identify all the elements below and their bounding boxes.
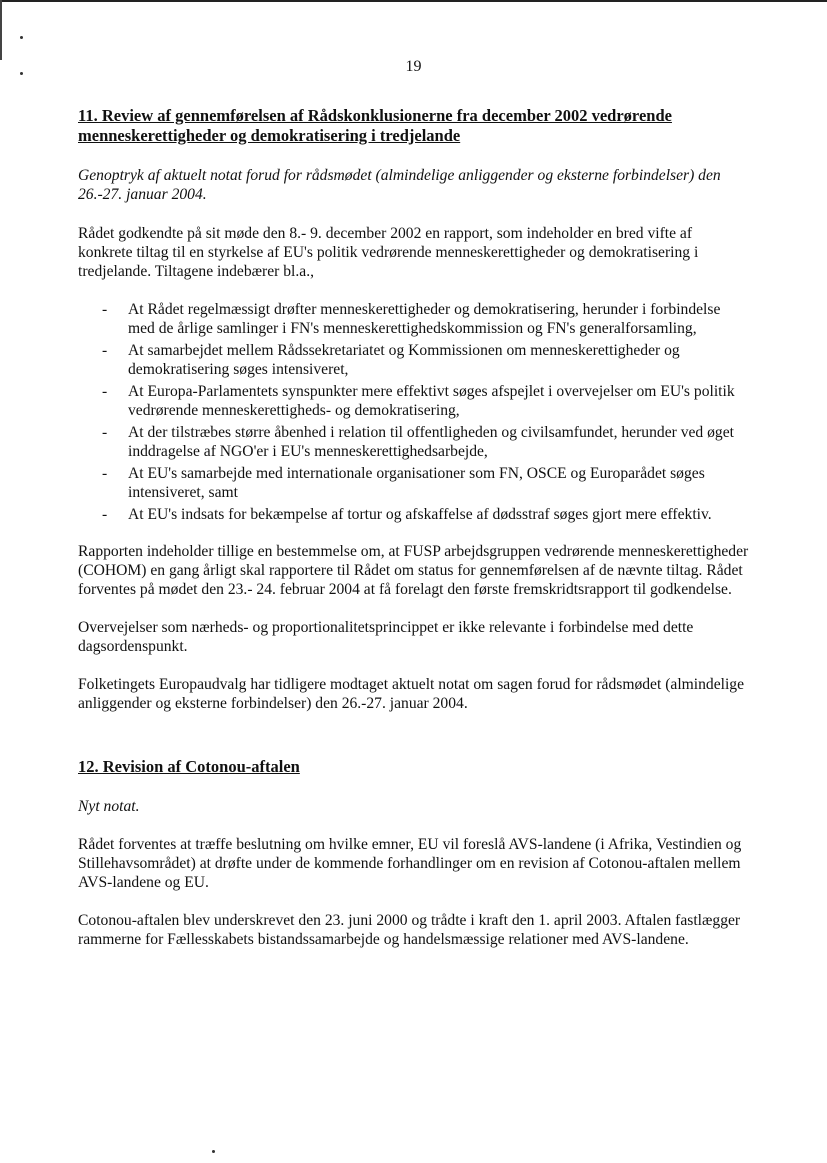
bullet-dash: -	[102, 383, 108, 400]
section-12-paragraph-2: Cotonou-aftalen blev underskrevet den 23. juni 2000 og trådte i kraft den 1. april 2003. Aftalen fastlægger rammerne for Fællesskabets bistandssamarbejde og handelsmæssige relationer med AVS-landene.	[78, 912, 741, 948]
section-11-paragraph-2: Rapporten indeholder tillige en bestemmelse om, at FUSP arbejdsgruppen vedrørende menneskerettigheder (COHOM) en gang årligt skal rapportere til Rådet om status for gennemførelsen af de nævnte tiltag. Rådet forventes på mødet den 23.- 24. februar 2004 at få forelagt den første fremskridtsrapport til godkendelse.	[78, 543, 749, 598]
section-12-note: Nyt notat.	[78, 798, 140, 815]
section-12-title: 12. Revision af Cotonou-aftalen	[78, 757, 300, 776]
section-11-paragraph-1: Rådet godkendte på sit møde den 8.- 9. december 2002 en rapport, som indeholder en bred vifte af konkrete tiltag til en styrkelse af EU's politik vedrørende menneskerettigheder og demokratisering i tredjelande. Tiltagene indebærer bl.a.,	[78, 225, 699, 280]
list-item-text: At Europa-Parlamentets synspunkter mere effektivt søges afspejlet i overvejelser om EU's politik vedrørende menneskerettigheds- og demokratisering,	[128, 383, 735, 419]
list-item-text: At samarbejdet mellem Rådssekretariatet og Kommissionen om menneskerettigheder og demokratisering søges intensiveret,	[128, 342, 680, 378]
scan-top-border	[0, 0, 827, 2]
bullet-dash: -	[102, 465, 108, 482]
section-11-title: 11. Review af gennemførelsen af Rådskonklusionerne fra december 2002 vedrørende menneskerettigheder og demokratisering i tredjelande	[78, 106, 672, 145]
measures-list	[78, 300, 750, 524]
section-11	[78, 106, 750, 713]
section-12	[78, 757, 750, 949]
list-item-text: At Rådet regelmæssigt drøfter menneskerettigheder og demokratisering, herunder i forbindelse med de årlige samlinger i FN's menneskerettighedskommission og FN's generalforsamling,	[128, 301, 721, 337]
section-11-note: Genoptryk af aktuelt notat forud for rådsmødet (almindelige anliggender og eksterne forbindelser) den 26.-27. januar 2004.	[78, 167, 721, 203]
list-item-text: At EU's indsats for bekæmpelse af tortur og afskaffelse af dødsstraf søges gjort mere effektiv.	[128, 506, 712, 523]
section-12-paragraph-1: Rådet forventes at træffe beslutning om hvilke emner, EU vil foreslå AVS-landene (i Afrika, Vestindien og Stillehavsområdet) at drøfte under de kommende forhandlinger om en revision af Cotonou-aftalen mellem AVS-landene og EU.	[78, 836, 742, 891]
section-11-paragraph-3: Overvejelser som nærheds- og proportionalitetsprincippet er ikke relevante i forbindelse med dette dagsordenspunkt.	[78, 619, 694, 655]
document-body	[78, 106, 750, 949]
scan-speck	[212, 1150, 215, 1153]
bullet-dash: -	[102, 424, 108, 441]
list-item	[78, 464, 750, 502]
bullet-dash: -	[102, 342, 108, 359]
list-item	[78, 341, 750, 379]
list-item	[78, 382, 750, 420]
bullet-dash: -	[102, 301, 108, 318]
scan-left-border	[0, 0, 2, 60]
list-item	[78, 300, 750, 338]
list-item-text: At EU's samarbejde med internationale organisationer som FN, OSCE og Europarådet søges intensiveret, samt	[128, 465, 705, 501]
list-item-text: At der tilstræbes større åbenhed i relation til offentligheden og civilsamfundet, herunder ved øget inddragelse af NGO'er i EU's menneskerettighedsarbejde,	[128, 424, 734, 460]
list-item	[78, 505, 750, 524]
list-item	[78, 423, 750, 461]
section-11-paragraph-4: Folketingets Europaudvalg har tidligere modtaget aktuelt notat om sagen forud for rådsmødet (almindelige anliggender og eksterne forbindelser) den 26.-27. januar 2004.	[78, 676, 745, 712]
page-number: 19	[405, 58, 422, 75]
bullet-dash: -	[102, 506, 108, 523]
scan-speck	[20, 36, 23, 39]
